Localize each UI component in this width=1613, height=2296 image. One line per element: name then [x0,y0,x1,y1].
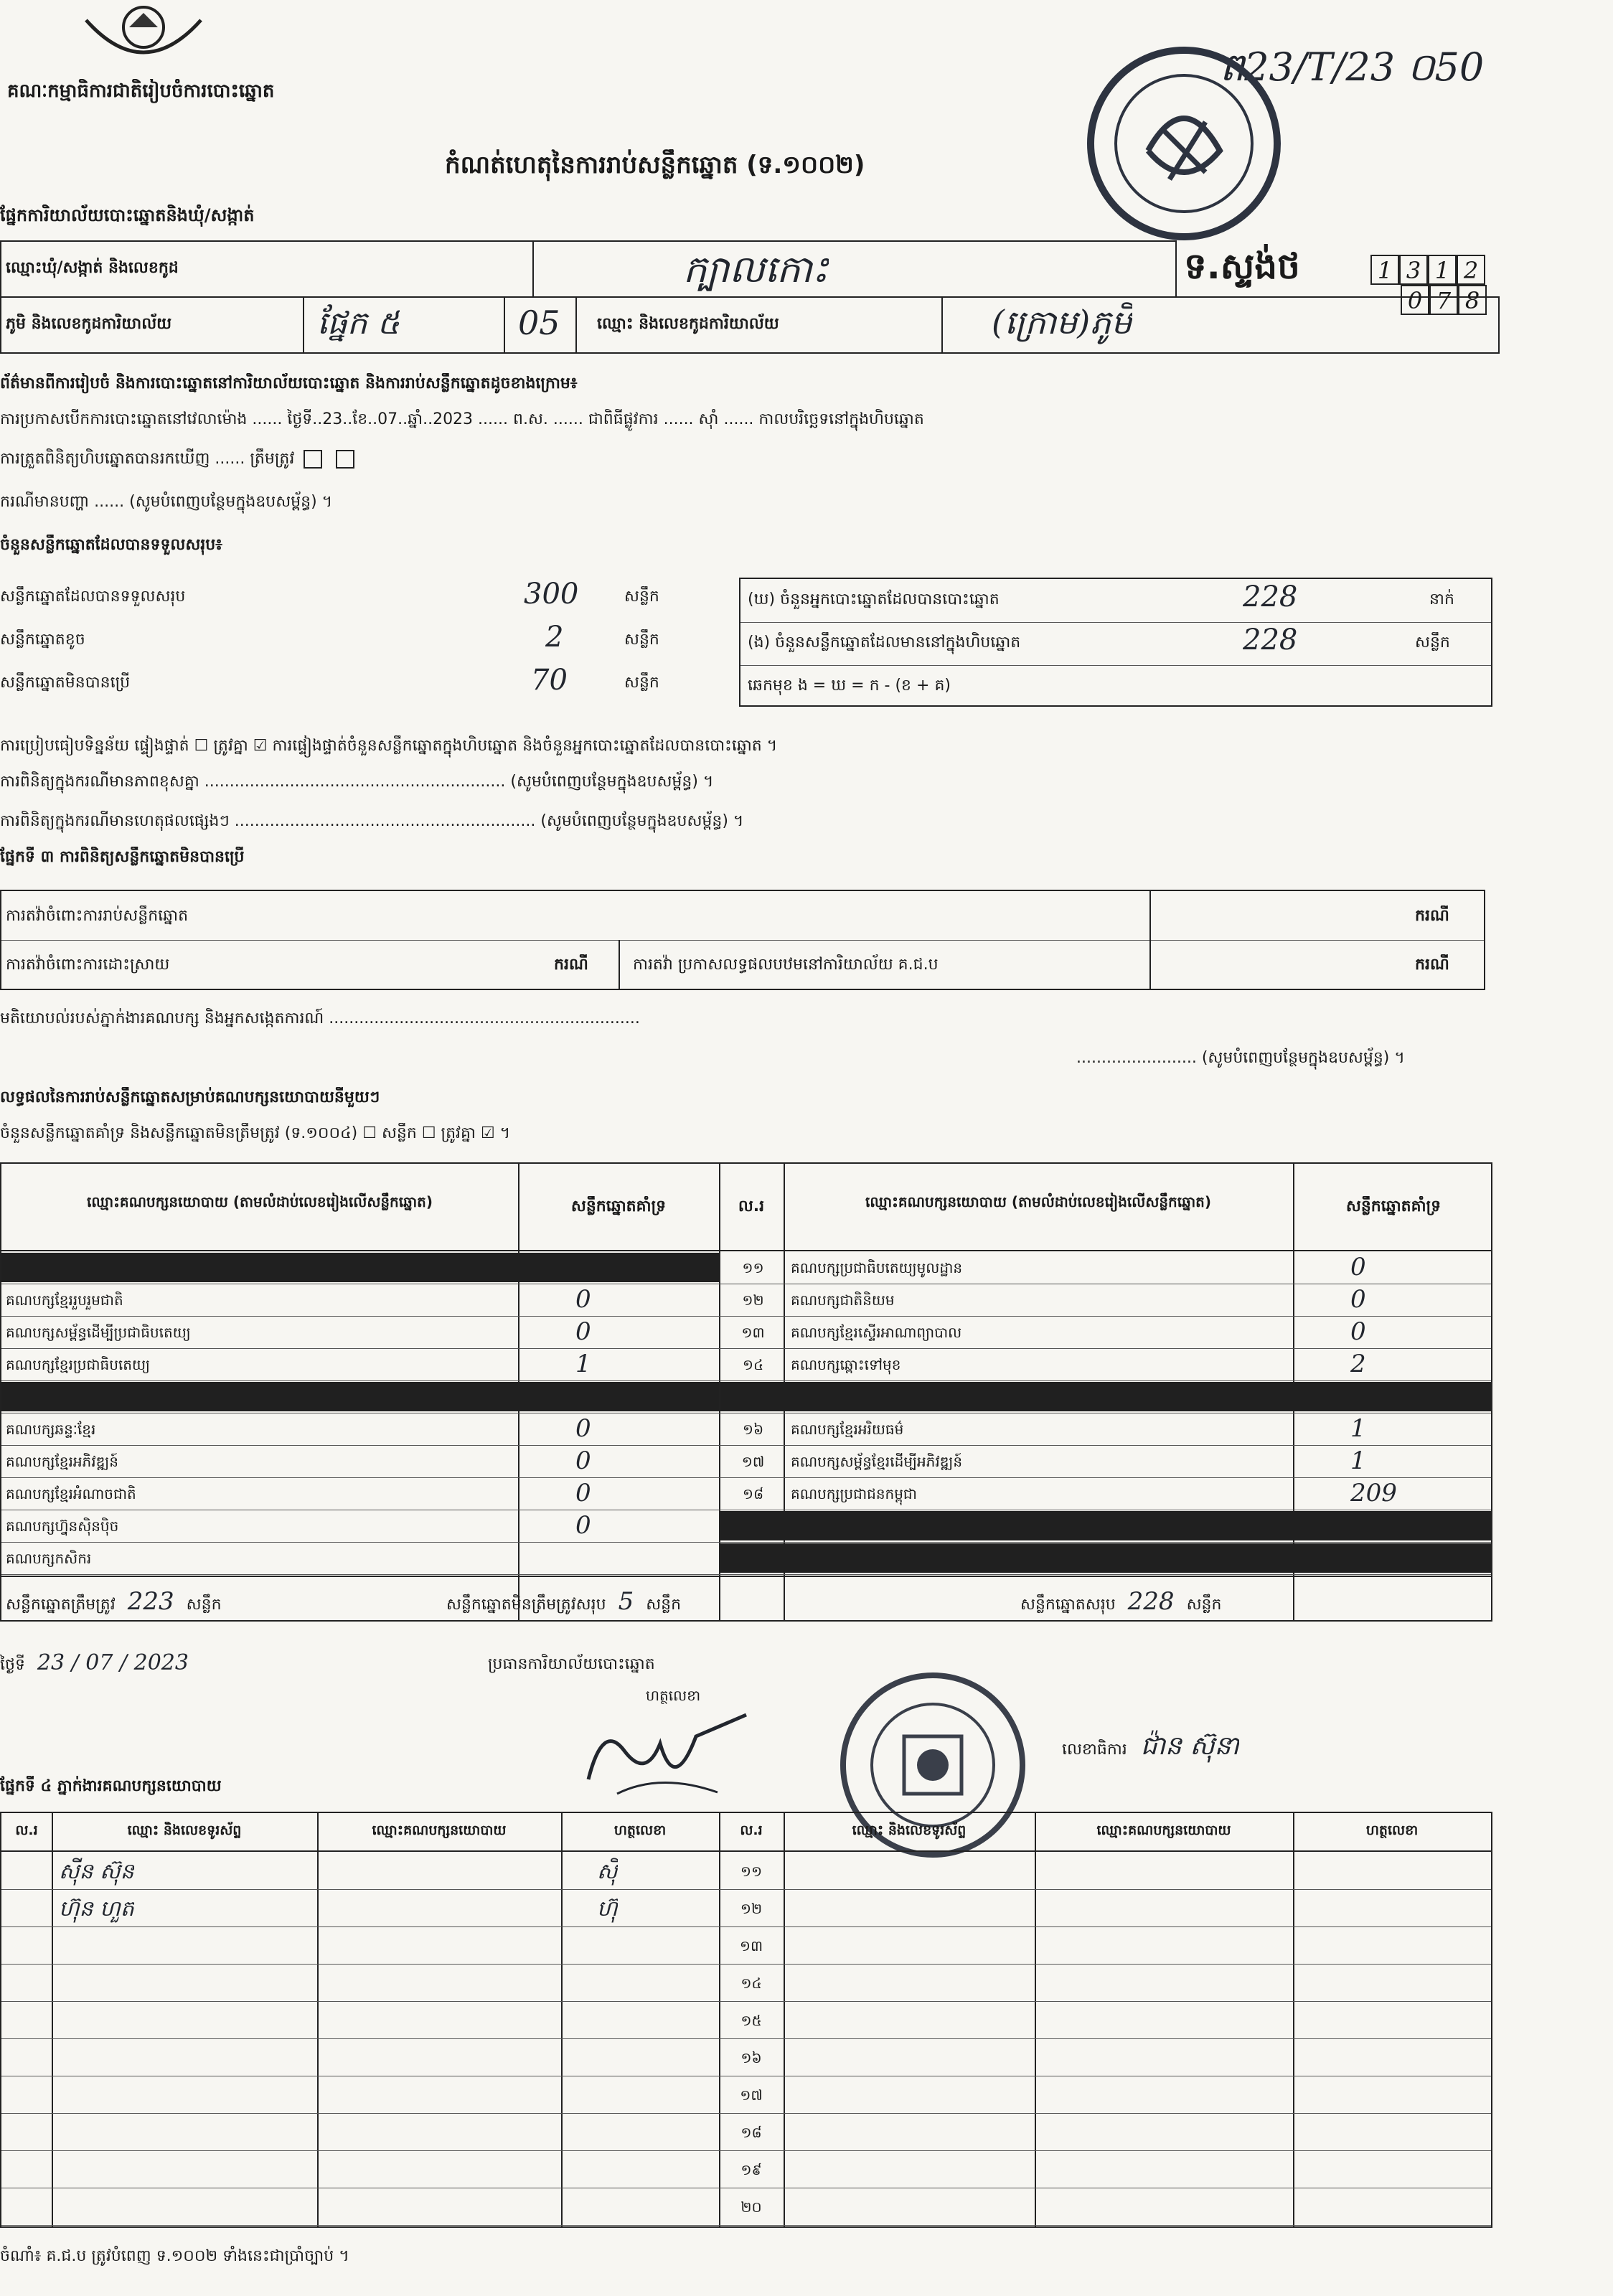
agent-row-number: ១៧ [740,2086,763,2104]
code-digit: 2 [1457,255,1485,285]
col-party-left: ឈ្មោះគណបក្សនយោបាយ (តាមលំដាប់លេខរៀងលើសន្លឹកឆ្នោត) [87,1193,433,1210]
received-unit: សន្លឹក [624,588,659,606]
spoiled-unit: សន្លឹក [624,631,659,649]
voters-unit: នាក់ [1429,591,1454,608]
ballots-in-box-label: (ង) ចំនួនសន្លឹកឆ្នោតដែលមាននៅក្នុងហិបឆ្នោត [748,634,1021,651]
agents-column-header: ឈ្មោះ និងលេខទូរស័ព្ទ [127,1822,242,1838]
secretary-label: លេខាធិការ [1062,1741,1127,1759]
observer-suffix: ........................ (សូមបំពេញបន្ថែមក្នុងឧបសម្ព័ន្ធ) ។ [1076,1049,1405,1067]
formula: ឆេកមុខ ង = ឃ = ក - (ខ + គ) [748,677,951,695]
secretary-line [1062,1729,1239,1767]
date-line [0,1650,189,1678]
party-name: គណបក្សសម្ព័ន្ធដើម្បីប្រជាធិបតេយ្យ [6,1324,191,1341]
party-name: គណបក្សកសិករ [6,1550,92,1567]
agent-name: ស៊ីន ស៊ុន [59,1859,134,1884]
ballot-count-right [739,578,1492,707]
complaints-table [0,890,1485,990]
agents-column-header: ហត្ថលេខា [1365,1822,1419,1838]
results-intro: លទ្ធផលនៃការរាប់សន្លឹកឆ្នោតសម្រាប់គណបក្សនយោបាយនីមួយៗ [0,1088,380,1106]
party-name: គណបក្សប្រជាធិបតេយ្យមូលដ្ឋាន [791,1259,963,1276]
party-name: គណបក្សខ្មែរស្ទើរអាណាព្យាបាល [791,1324,962,1341]
party-votes: 2 [1350,1350,1366,1378]
received-value: 300 [524,578,579,611]
note-1: ការប្រៀបធៀបទិន្នន័យ ផ្ទៀងផ្ទាត់ ☐ ត្រូវគ្នា ☑ ការផ្ទៀងផ្ទាត់ចំនួនសន្លឹកឆ្នោតក្នុងហិបឆ្នោត និងចំនួនអ្នកបោះឆ្នោតដែលបានបោះឆ្នោត ។ [0,737,778,755]
form-title: កំណត់ហេតុនៃការរាប់សន្លឹកឆ្នោត (ទ.១០០២) [445,151,865,179]
chair-label: ប្រធានការិយាល័យបោះឆ្នោត [488,1655,655,1673]
agents-column-header: ល.រ [15,1822,38,1838]
agent-row-number: ១៨ [740,2124,762,2141]
code-digit: 1 [1370,255,1399,285]
secretary-value: ជ៉ាន ស៊ុនា [1140,1731,1239,1761]
party-votes: 0 [575,1285,591,1314]
party-number: ១៣ [741,1324,765,1341]
col-no: ល.រ [738,1198,765,1215]
party-name: គណបក្សខ្មែរអភិវឌ្ឍន៍ [6,1453,118,1470]
chair-signature-icon [574,1708,761,1801]
ballots-in-box-unit: សន្លឹក [1415,634,1450,651]
total-invalid [446,1587,681,1617]
complaints-row2-text: ការតវ៉ា ប្រកាសលទ្ធផលបឋមនៅការិយាល័យ គ.ជ.ប [633,956,939,974]
station-label: ឈ្មោះ និងលេខកូដការិយាល័យ [597,315,779,333]
commune-row [0,240,1177,298]
row-divider [1,1380,1491,1381]
agent-row-number: ១៥ [740,2012,762,2029]
observer-line: មតិយោបល់របស់ភ្នាក់ងារគណបក្ស និងអ្នកសង្កេតការណ៍ .............................................................. [0,1010,640,1027]
agent-row-number: ១៤ [740,1975,762,1992]
check-box[interactable] [336,450,354,469]
row-divider [1,2150,1491,2151]
date-label: ថ្ងៃទី [0,1656,25,1674]
row-divider [1,2001,1491,2002]
row-divider [1,1477,1491,1478]
party-number: ១៤ [742,1356,764,1373]
redacted-bar [1,1253,719,1282]
village-row [0,296,1500,354]
village-code: 05 [518,304,560,342]
party-name: គណបក្សខ្មែរអំណាចជាតិ [6,1485,136,1502]
party-name: គណបក្សសម្ព័ន្ធខ្មែរដើម្បីអភិវឌ្ឍន៍ [791,1453,963,1470]
complaints-row1-right: ករណី [1415,907,1449,925]
party-votes: 0 [575,1511,591,1540]
code-digit-boxes [1370,255,1487,315]
party-name: គណបក្សខ្មែរអរិយធម៌ [791,1421,904,1438]
total-invalid-value: 5 [618,1587,634,1616]
date-value: 23 / 07 / 2023 [37,1650,189,1675]
redacted-bar [1,1382,719,1411]
party-name: គណបក្សខ្មែររួបរួមជាតិ [6,1292,123,1309]
party-name: គណបក្សខ្មែរប្រជាធិបតេយ្យ [6,1356,150,1373]
party-name: គណបក្សប្រជាជនកម្ពុជា [791,1485,917,1502]
party-name: គណបក្សជាតិនិយម [791,1292,895,1309]
total-all-label: សន្លឹកឆ្នោតសរុប [1020,1596,1116,1614]
total-valid-unit: សន្លឹក [186,1596,222,1614]
received-label: សន្លឹកឆ្នោតដែលបានទទួលសរុប [0,588,186,606]
agents-column-header: ឈ្មោះ និងលេខទូរស័ព្ទ [852,1822,967,1838]
row-divider [1,2225,1491,2226]
party-votes: 0 [575,1479,591,1507]
voters-value: 228 [1243,580,1298,613]
spoiled-label: សន្លឹកឆ្នោតខូច [0,631,85,649]
info-line-2: ការប្រកាសបើកការបោះឆ្នោតនៅវេលាម៉ោង ...... ថ្ងៃទី..23..ខែ..07..ឆ្នាំ..2023 ...... ព.ស. ...... ជាពិធីផ្លូវការ ...... ស៊ាំ ...... កាលបរិច្ឆេទនៅក្នុងហិបឆ្នោត [0,410,924,428]
party-name: គណបក្សឆ្ពោះទៅមុខ [791,1356,901,1373]
complaints-row1-label: ការតវ៉ាចំពោះការរាប់សន្លឹកឆ្នោត [6,907,189,925]
row-divider [1,1348,1491,1349]
complaints-row2-mid: ករណី [554,956,588,974]
note-4: ផ្នែកទី ៣ ការពិនិត្យសន្លឹកឆ្នោតមិនបានប្រើ [0,848,245,866]
redacted-bar [720,1543,1491,1573]
party-number: ១៧ [741,1453,765,1470]
party-votes: 0 [1350,1317,1366,1346]
agents-column-header: ឈ្មោះគណបក្សនយោបាយ [1096,1822,1231,1838]
station-value: (ក្រោម)ភូមិ [992,303,1132,342]
total-all-value: 228 [1127,1587,1175,1616]
row-divider [1,1542,1491,1543]
total-invalid-label: សន្លឹកឆ្នោតមិនត្រឹមត្រូវសរុប [446,1596,606,1614]
party-number: ១៨ [742,1485,764,1502]
row-divider [1,1964,1491,1965]
unused-unit: សន្លឹក [624,674,659,692]
info-line-3-text: ការត្រួតពិនិត្យហិបឆ្នោតបានរកឃើញ ...... ត្រឹមត្រូវ [0,450,295,468]
agents-title: ផ្នែកទី ៤ ភ្នាក់ងារគណបក្សនយោបាយ [0,1777,222,1795]
section-intro: ផ្នែកការិយាល័យបោះឆ្នោតនិងឃុំ/សង្កាត់ [0,205,255,225]
party-votes: 209 [1350,1479,1397,1507]
check-box[interactable] [304,450,322,469]
results-table [0,1162,1492,1622]
row-divider [1,1889,1491,1890]
code-digit: 3 [1399,255,1428,285]
party-number: ១១ [742,1259,764,1276]
row-divider [1,2038,1491,2039]
ministry-line: គណៈកម្មាធិការជាតិរៀបចំការបោះឆ្នោត [7,80,275,102]
note-3: ការពិនិត្យក្នុងករណីមានហេតុផលផ្សេងៗ ............................................................ (សូមបំពេញបន្ថែមក្នុងឧបសម្ព័ន្ធ) ។ [0,812,744,830]
total-valid [6,1587,222,1617]
agents-column-header: ហត្ថលេខា [613,1822,667,1838]
row-divider [1,1574,1491,1575]
sign-label: ហត្ថលេខា [646,1687,701,1704]
ballot-count-left [0,578,739,707]
party-votes: 0 [575,1414,591,1443]
total-all [1020,1587,1221,1617]
code-digit: 0 [1401,285,1429,315]
total-all-unit: សន្លឹក [1186,1596,1222,1614]
info-line-5: ចំនួនសន្លឹកឆ្នោតដែលបានទទួលសរុប៖ [0,536,222,554]
unused-value: 70 [531,664,568,697]
total-valid-label: សន្លឹកឆ្នោតត្រឹមត្រូវ [6,1596,116,1614]
code-digit: 7 [1429,285,1458,315]
official-stamp-icon [1076,43,1292,244]
village-label: ភូមិ និងលេខកូដការិយាល័យ [6,315,172,333]
emblem-icon [79,6,208,74]
agent-signature: ស៊ី [597,1859,618,1884]
agents-column-header: ឈ្មោះគណបក្សនយោបាយ [372,1822,507,1838]
row-divider [1,1316,1491,1317]
redacted-bar [720,1382,1491,1411]
party-votes: 0 [575,1317,591,1346]
complaints-row2-right: ករណី [1415,956,1449,974]
top-right-handwriting: ព23/T/23 ០50 [1220,44,1485,90]
agent-row-number: ១៦ [740,2049,762,2066]
col-votes-left: សន្លឹកឆ្នោតគាំទ្រ [570,1198,667,1215]
party-votes: 0 [1350,1285,1366,1314]
total-valid-value: 223 [127,1587,174,1616]
col-party-right: ឈ្មោះគណបក្សនយោបាយ (តាមលំដាប់លេខរៀងលើសន្លឹកឆ្នោត) [865,1193,1211,1210]
info-line-1: ព័ត៌មានពីការរៀបចំ និងការបោះឆ្នោតនៅការិយាល័យបោះឆ្នោត និងការរាប់សន្លឹកឆ្នោតដូចខាងក្រោម៖ [0,375,578,392]
results-note: ចំនួនសន្លឹកឆ្នោតគាំទ្រ និងសន្លឹកឆ្នោតមិនត្រឹមត្រូវ (ទ.១០០៤) ☐ សន្លឹក ☐ ត្រូវគ្នា ☑ ។ [0,1124,511,1142]
party-number: ១៦ [742,1421,764,1438]
agent-row-number: ១២ [740,1900,763,1917]
party-votes: 1 [575,1350,591,1378]
row-divider [1,2113,1491,2114]
agent-name: ហ៊ុន ហួត [59,1896,134,1921]
info-line-3 [0,448,359,471]
agent-signature: ហ៊ុ [597,1896,618,1921]
agent-row-number: ១១ [740,1863,763,1880]
party-votes: 1 [1350,1446,1366,1475]
agents-column-header: ល.រ [740,1822,763,1838]
agent-row-number: ២០ [740,2198,762,2216]
col-votes-right: សន្លឹកឆ្នោតគាំទ្រ [1345,1198,1442,1215]
footer-note: ចំណាំ៖ គ.ជ.ប ត្រូវបំពេញ ទ.១០០២ ទាំងនេះជាប្រាំច្បាប់ ។ [0,2247,349,2265]
unused-label: សន្លឹកឆ្នោតមិនបានប្រើ [0,674,131,692]
code-digit: 1 [1428,255,1457,285]
row-divider [1,1926,1491,1927]
agent-row-number: ១៣ [739,1937,763,1954]
info-line-4: ករណីមានបញ្ហា ...... (សូមបំពេញបន្ថែមក្នុងឧបសម្ព័ន្ធ) ។ [0,493,333,511]
redacted-bar [720,1511,1491,1540]
row-divider [1,1445,1491,1446]
voters-label: (ឃ) ចំនួនអ្នកបោះឆ្នោតដែលបានបោះឆ្នោត [748,591,1000,608]
party-number: ១២ [742,1292,764,1309]
note-2: ការពិនិត្យក្នុងករណីមានភាពខុសគ្នា ............................................................ (សូមបំពេញបន្ថែមក្នុងឧបសម្ព័ន្ធ) ។ [0,773,714,791]
party-name: គណបក្សឆន្ទៈខ្មែរ [6,1421,96,1438]
agent-row-number: ១៩ [740,2161,762,2178]
complaints-row2-label: ការតវ៉ាចំពោះការដោះស្រាយ [6,956,170,974]
commune-label: ឈ្មោះឃុំ/សង្កាត់ និងលេខកូដ [6,259,179,277]
party-votes: 0 [575,1446,591,1475]
party-votes: 0 [1350,1253,1366,1281]
party-name: គណបក្សហ្វ៊ុនស៊ិនប៉ិច [6,1518,119,1535]
total-invalid-unit: សន្លឹក [646,1596,682,1614]
village-value: ផ្នែក ៥ [317,305,400,342]
code-digit: 8 [1458,285,1487,315]
spoiled-value: 2 [545,621,564,654]
form-code-label: ទ.ស្ទង់ថ [1184,245,1300,287]
agents-table [0,1812,1492,2228]
commune-value: ក្បាលកោះ [683,248,829,291]
party-votes: 1 [1350,1414,1366,1443]
ballots-in-box-value: 228 [1243,624,1298,657]
